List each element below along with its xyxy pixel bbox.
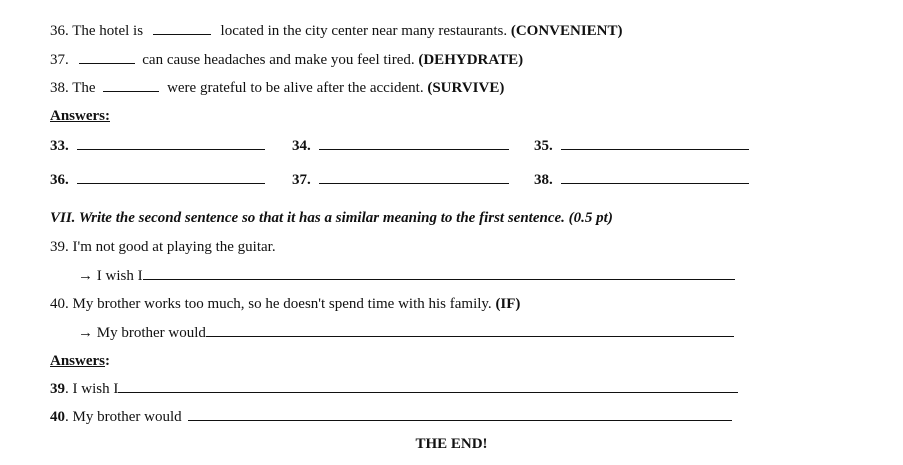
- answer-36-blank[interactable]: [77, 171, 265, 184]
- question-40: [50, 296, 520, 313]
- arrow-icon: →: [78, 325, 93, 341]
- answer-36: [50, 171, 265, 189]
- q38-blank[interactable]: [103, 79, 159, 92]
- answers-heading: Answers:: [50, 108, 110, 124]
- q36-hint: (CONVENIENT): [510, 23, 623, 39]
- answer-40-blank[interactable]: [188, 408, 732, 421]
- q39-blank[interactable]: [143, 267, 735, 280]
- q38-rest: were grateful to be alive after the accident.: [167, 80, 424, 96]
- q36-start: 36. The hotel is: [50, 23, 144, 39]
- answer-33-blank[interactable]: [77, 137, 265, 150]
- answer-39-blank[interactable]: [118, 380, 738, 393]
- q39-rewrite: [78, 267, 735, 285]
- answers-2-heading: [50, 353, 110, 370]
- q37-hint: (DEHYDRATE): [418, 52, 524, 68]
- answer-33-label: 33.: [50, 138, 69, 154]
- answer-39-text: . I wish I: [65, 381, 119, 397]
- answer-34-blank[interactable]: [319, 137, 509, 150]
- q40-rewrite: [78, 324, 734, 342]
- answer-35: [534, 137, 749, 155]
- q39-prompt: I wish I: [96, 268, 143, 284]
- answer-39-line: [50, 380, 738, 398]
- q38-start: 38. The: [50, 80, 96, 96]
- q37-rest: can cause headaches and make you feel tired.: [142, 52, 415, 68]
- q36-blank[interactable]: [153, 22, 211, 35]
- answer-35-blank[interactable]: [561, 137, 749, 150]
- answer-33: [50, 137, 265, 155]
- end-text: THE END!: [415, 436, 488, 452]
- answers-2-colon: :: [105, 353, 110, 369]
- question-39: 39. I'm not good at playing the guitar.: [50, 239, 276, 255]
- answer-37-label: 37.: [292, 172, 311, 188]
- answer-40-num: 40: [50, 409, 65, 425]
- q40-text: 40. My brother works too much, so he doesn't spend time with his family.: [50, 296, 492, 312]
- q36-rest: located in the city center near many restaurants.: [220, 23, 508, 39]
- answer-38: [534, 171, 749, 189]
- q40-hint: (IF): [495, 296, 521, 312]
- answer-38-label: 38.: [534, 172, 553, 188]
- answer-38-blank[interactable]: [561, 171, 749, 184]
- answer-40-text: . My brother would: [65, 409, 182, 425]
- question-36: [50, 22, 623, 40]
- answer-39-num: 39: [50, 381, 65, 397]
- question-37: [50, 51, 523, 69]
- q40-blank[interactable]: [206, 324, 734, 337]
- answer-34-label: 34.: [292, 138, 311, 154]
- arrow-icon: →: [78, 268, 93, 284]
- answer-35-label: 35.: [534, 138, 553, 154]
- answer-34: [292, 137, 509, 155]
- q38-hint: (SURVIVE): [427, 80, 505, 96]
- q37-start: 37.: [50, 52, 69, 68]
- answer-37-blank[interactable]: [319, 171, 509, 184]
- answer-40-line: [50, 408, 732, 426]
- answer-37: [292, 171, 509, 189]
- question-38: [50, 79, 504, 97]
- section-7-title: VII. Write the second sentence so that it has a similar meaning to the first sentence. (0.5 pt): [50, 210, 613, 226]
- answers-2-label: Answers: [50, 353, 105, 369]
- answer-36-label: 36.: [50, 172, 69, 188]
- q40-prompt: My brother would: [96, 325, 206, 341]
- q37-blank[interactable]: [79, 51, 135, 64]
